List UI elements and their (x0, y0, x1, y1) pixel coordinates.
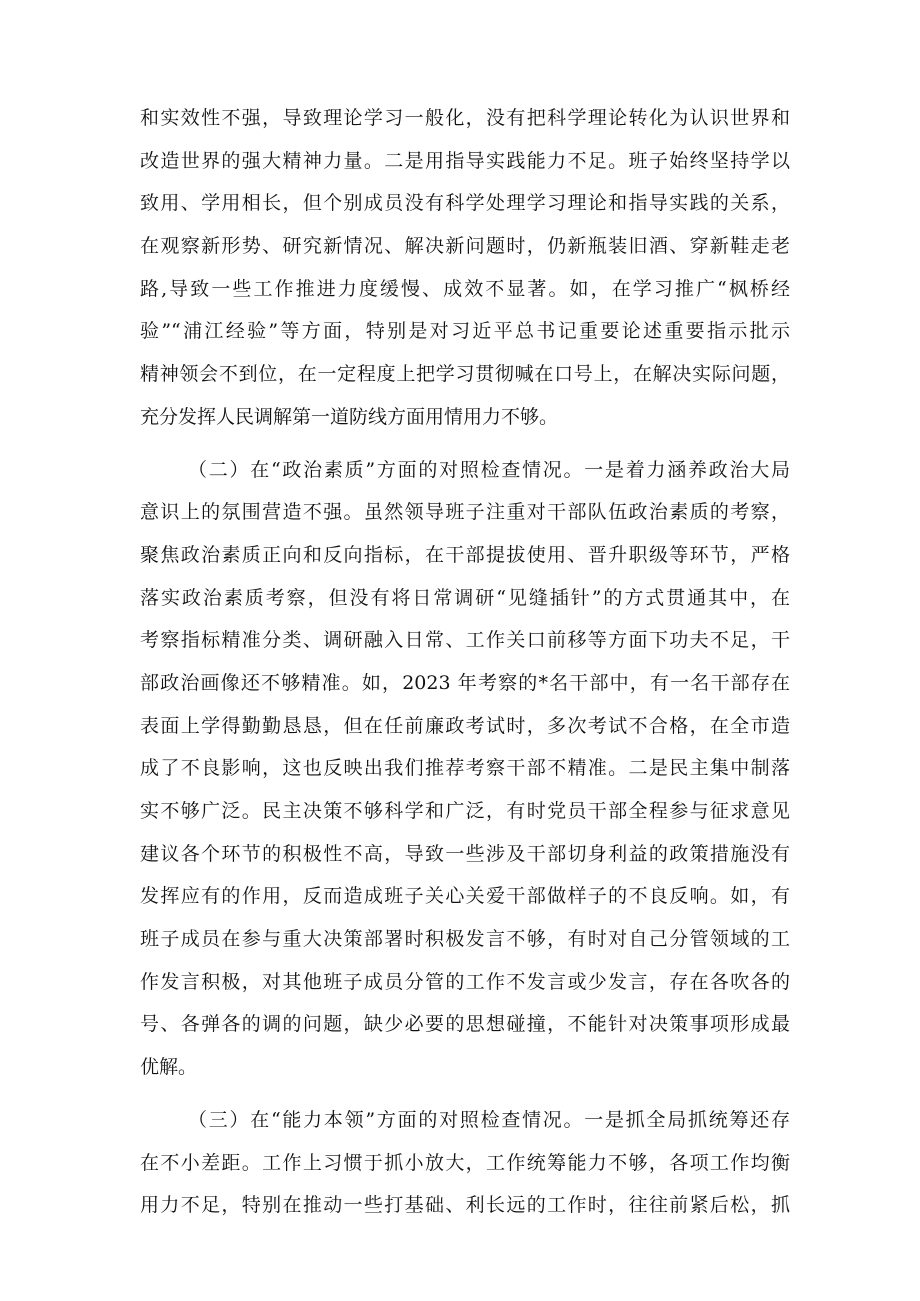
text-line: 验”“浦江经验”等方面，特别是对习近平总书记重要论述重要指示批示 (140, 320, 790, 343)
text-line: 改造世界的强大精神力量。二是用指导实践能力不足。班子始终坚持学以 (140, 149, 790, 172)
text-line: 落实政治素质考察，但没有将日常调研“见缝插针”的方式贯通其中，在 (140, 586, 790, 609)
text-line: 充分发挥人民调解第一道防线方面用情用力不够。 (140, 405, 559, 428)
text-line: 班子成员在参与重大决策部署时积极发言不够，有时对自己分管领域的工 (140, 928, 790, 951)
text-line: 精神领会不到位，在一定程度上把学习贯彻喊在口号上，在解决实际问题， (140, 363, 790, 386)
text-line: 考察指标精准分类、调研融入日常、工作关口前移等方面下功夫不足，干 (140, 629, 790, 652)
text-line: 成了不良影响，这也反映出我们推荐考察干部不精准。二是民主集中制落 (140, 757, 790, 780)
text-line: 路,导致一些工作推进力度缓慢、成效不显著。如，在学习推广“枫桥经 (140, 277, 790, 300)
text-line: 意识上的氛围营造不强。虽然领导班子注重对干部队伍政治素质的考察， (140, 501, 790, 524)
text-line: 致用、学用相长，但个别成员没有科学处理学习理论和指导实践的关系， (140, 192, 790, 215)
paragraph-3 (140, 1099, 790, 1227)
text-line: 作发言积极，对其他班子成员分管的工作不发言或少发言，存在各吹各的 (140, 970, 790, 993)
text-line: 建议各个环节的积极性不高，导致一些涉及干部切身利益的政策措施没有 (140, 842, 790, 865)
text-line: 优解。 (140, 1056, 198, 1079)
text-line: 聚焦政治素质正向和反向指标，在干部提拔使用、晋升职级等环节，严格 (140, 543, 790, 566)
text-line: 和实效性不强，导致理论学习一般化，没有把科学理论转化为认识世界和 (140, 107, 790, 129)
text-line: 部政治画像还不够精准。如，2023 年考察的*名干部中，有一名干部存在 (140, 671, 790, 694)
text-line: （二）在“政治素质”方面的对照检查情况。一是着力涵养政治大局 (188, 458, 790, 481)
text-line: 发挥应有的作用，反而造成班子关心关爱干部做样子的不良反响。如，有 (140, 885, 790, 908)
document-body (140, 97, 790, 1227)
text-line: 在观察新形势、研究新情况、解决新问题时，仍新瓶装旧酒、穿新鞋走老 (140, 235, 790, 258)
text-line: （三）在“能力本领”方面的对照检查情况。一是抓全局抓统筹还存 (188, 1108, 790, 1131)
text-line: 实不够广泛。民主决策不够科学和广泛，有时党员干部全程参与征求意见 (140, 800, 790, 822)
text-line: 用力不足，特别在推动一些打基础、利长远的工作时，往往前紧后松，抓 (140, 1194, 790, 1217)
paragraph-1 (140, 97, 790, 439)
text-line: 表面上学得勤勤恳恳，但在任前廉政考试时，多次考试不合格，在全市造 (140, 714, 790, 737)
text-line: 在不小差距。工作上习惯于抓小放大，工作统筹能力不够，各项工作均衡 (140, 1151, 790, 1174)
text-line: 号、各弹各的调的问题，缺少必要的思想碰撞，不能针对决策事项形成最 (140, 1013, 790, 1036)
paragraph-2 (140, 449, 790, 1089)
